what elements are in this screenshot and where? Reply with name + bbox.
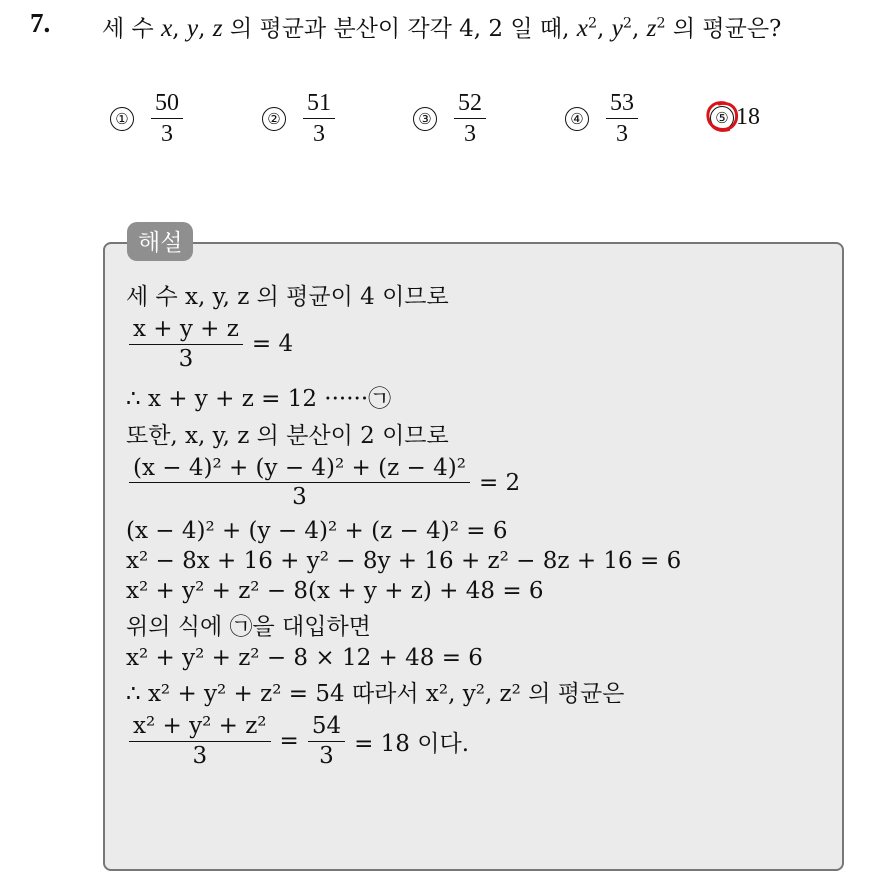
solution-fraction-variance: $\frac{\text{(x − 4)² + (y − 4)² + (z − 4)²}}{3}$ = 2 [126, 454, 826, 513]
solution-line-8: x² + y² + z² − 8(x + y + z) + 48 = 6 [126, 578, 544, 604]
solution-tab: 해설 [127, 222, 193, 261]
choice-fraction-4: $\frac{53}{3}$ [606, 88, 638, 149]
solution-line-6: (x − 4)² + (y − 4)² + (z − 4)² = 6 [126, 518, 508, 544]
solution-fraction-mean: $\frac{x + y + z}{3}$ = 4 [126, 315, 826, 374]
choice-fraction-2: $\frac{51}{3}$ [303, 88, 335, 149]
choice-marker-4: ④ [565, 107, 589, 131]
choice-value-5: 18 [736, 104, 760, 130]
choice-fraction-3: $\frac{52}{3}$ [454, 88, 486, 149]
solution-line-9: 위의 식에 ㉠을 대입하면 [126, 614, 371, 640]
solution-line-4: 또한, x, y, z 의 분산이 2 이므로 [126, 422, 449, 449]
question-number: 7. [30, 8, 51, 38]
choice-2[interactable] [262, 88, 338, 149]
question-text: 세 수 x, y, z 의 평균과 분산이 각각 4, 2 일 때, $x^2$, $y^2$, $z^2$ 의 평균은? [102, 14, 782, 42]
solution-line-11: ∴ x² + y² + z² = 54 따라서 x², y², z² 의 평균은 [126, 681, 625, 707]
choice-marker-1: ① [110, 107, 134, 131]
choice-marker-3: ③ [413, 107, 437, 131]
solution-line-3: ∴ x + y + z = 12 ······㉠ [126, 385, 392, 412]
choice-4[interactable] [565, 88, 641, 149]
answer-circle-mark [705, 99, 739, 133]
solution-line-7: x² − 8x + 16 + y² − 8y + 16 + z² − 8z + 16 = 6 [126, 548, 682, 574]
choice-marker-5: ⑤ [710, 106, 734, 130]
choice-fraction-1: $\frac{50}{3}$ [151, 88, 183, 149]
choice-marker-2: ② [262, 107, 286, 131]
choice-3[interactable] [413, 88, 489, 149]
solution-line-10: x² + y² + z² − 8 × 12 + 48 = 6 [126, 645, 483, 671]
solution-line-1: 세 수 x, y, z 의 평균이 4 이므로 [126, 284, 449, 310]
solution-fraction-final: $\frac{\text{x² + y² + z²}}{3}$ = $\frac{54}{3}$ = 18 이다. [126, 712, 826, 771]
choice-1[interactable] [110, 88, 186, 149]
solution-content [126, 278, 826, 777]
